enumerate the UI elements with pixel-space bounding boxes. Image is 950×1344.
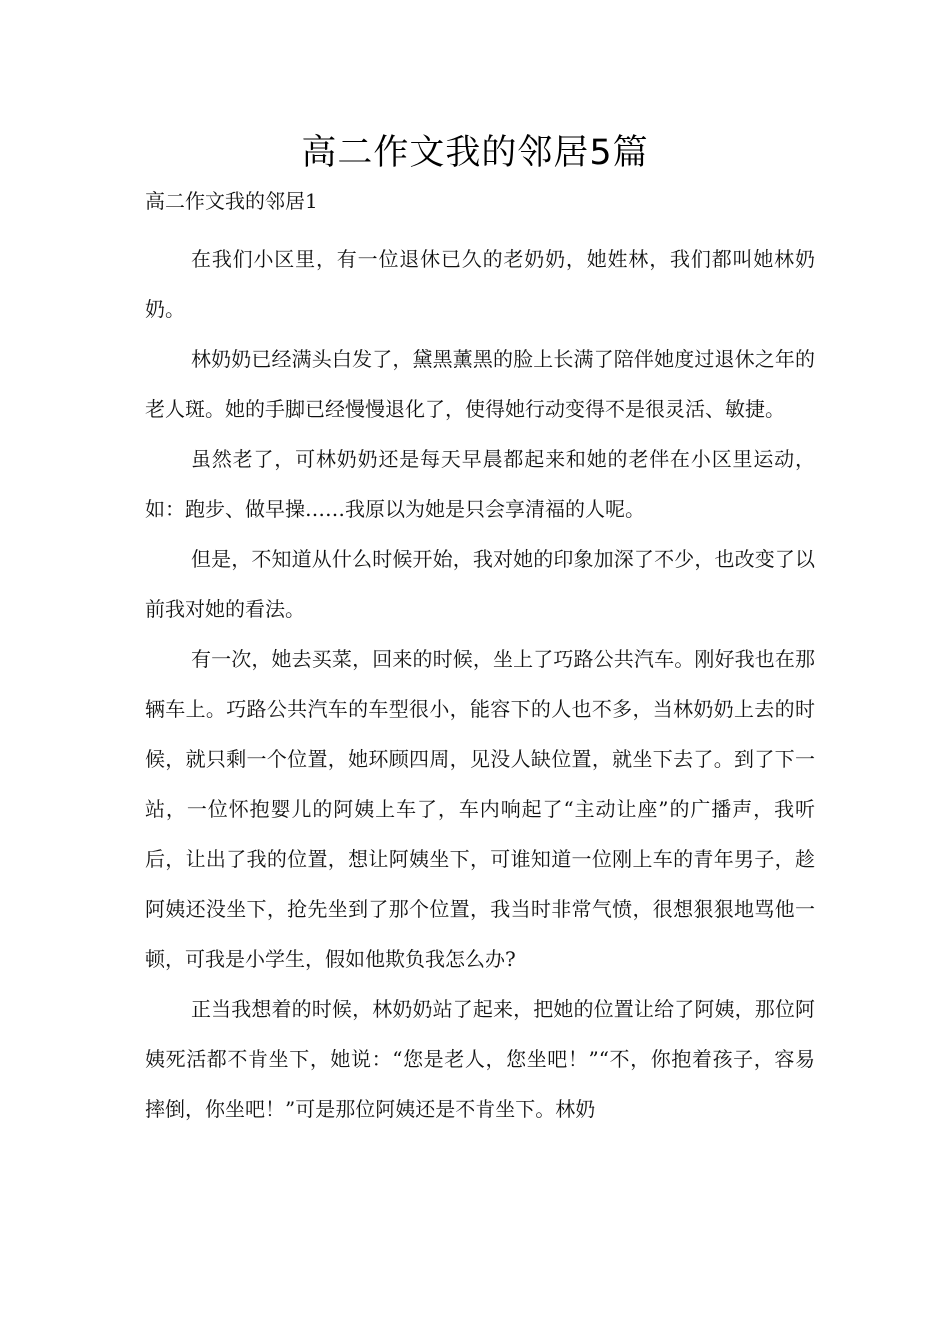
paragraph: 但是，不知道从什么时候开始，我对她的印象加深了不少，也改变了以前我对她的看法。 — [145, 547, 815, 621]
paragraph: 虽然老了，可林奶奶还是每天早晨都起来和她的老伴在小区里运动，如：跑步、做早操……我原以为她是只会享清福的人呢。 — [145, 447, 815, 521]
paragraph: 有一次，她去买菜，回来的时候，坐上了巧路公共汽车。刚好我也在那辆车上。巧路公共汽车的车型很小，能容下的人也不多，当林奶奶上去的时候，就只剩一个位置，她环顾四周，见没人缺位置，就坐下去了。到了下一站，一位怀抱婴儿的阿姨上车了，车内响起了“主动让座”的广播声，我听后，让出了我的位置，想让阿姨坐下，可谁知道一位刚上车的青年男子，趁阿姨还没坐下，抢先坐到了那个位置，我当时非常气愤，很想狠狠地骂他一顿，可我是小学生，假如他欺负我怎么办? — [145, 647, 815, 971]
paragraph: 林奶奶已经满头白发了，黛黑薰黑的脸上长满了陪伴她度过退休之年的老人斑。她的手脚已经慢慢退化了，使得她行动变得不是很灵活、敏捷。 — [145, 347, 815, 421]
document-title: 高二作文我的邻居5篇 — [301, 133, 649, 173]
paragraph: 正当我想着的时候，林奶奶站了起来，把她的位置让给了阿姨，那位阿姨死活都不肯坐下，她说：“您是老人，您坐吧！”“不，你抱着孩子，容易摔倒，你坐吧！”可是那位阿姨还是不肯坐下。林奶 — [145, 997, 815, 1121]
document-body — [145, 234, 815, 1134]
paragraph: 在我们小区里，有一位退休已久的老奶奶，她姓林，我们都叫她林奶奶。 — [145, 247, 815, 321]
section-heading: 高二作文我的邻居1 — [145, 189, 318, 213]
